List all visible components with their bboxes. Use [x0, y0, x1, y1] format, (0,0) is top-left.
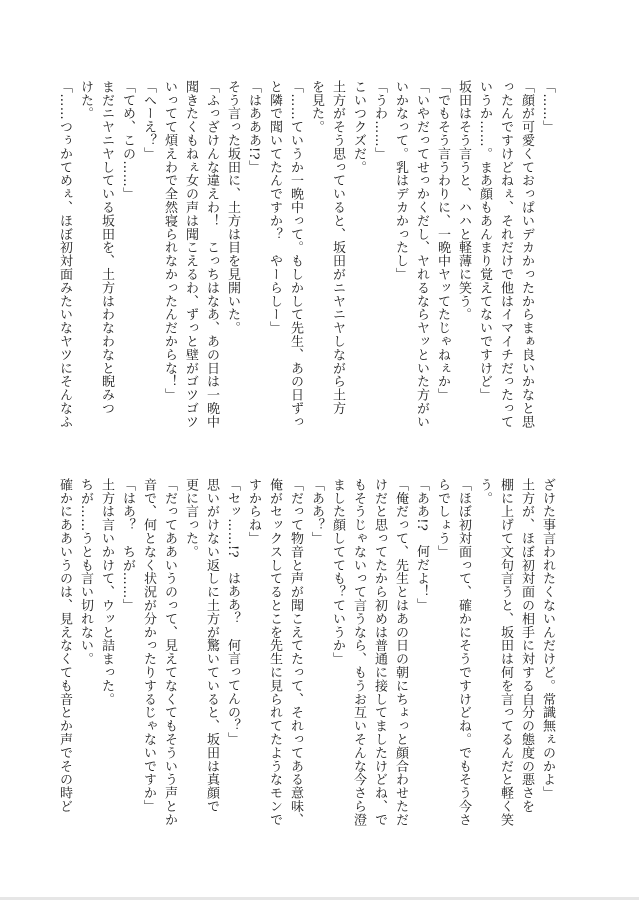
text-line: 棚に上げて文句言うと、坂田は何を言ってるんだと軽く笑	[498, 478, 513, 827]
text-line: もそうじゃないって言うなら、もうお互いそんな今さら澄	[351, 478, 366, 827]
text-line: けだと思ってたから初めは普通に接してましたけどね、で	[372, 478, 387, 827]
text-line: 「だってああいうのって、見えてなくてもそういう声とか	[162, 478, 177, 827]
text-line: 「俺だって、先生とはあの日の朝にちょっと顔合わせただ	[393, 478, 408, 827]
text-line: 俺がセックスしてるとこを先生に見られてたようなモンで	[267, 478, 282, 827]
text-line: 「でもそう言うわりに、一晩中ヤッてたじゃねぇか」	[435, 80, 450, 402]
text-line: 「ほぼ初対面って、確かにそうですけどね。でもそう今さ	[456, 478, 471, 827]
text-line: けた。	[78, 80, 93, 121]
text-line: 思いがけない返しに土方が驚いていると、坂田は真顔で	[204, 478, 219, 813]
text-line: ました顔してても？ていうか」	[330, 478, 345, 666]
text-line: 「いやだってせっかくだし、ヤれるならヤッといた方がい	[414, 80, 429, 429]
lower-text-block	[57, 478, 558, 856]
text-line: 「セッ……!? はああ？ 何言ってんの？」	[225, 478, 240, 746]
text-line: ざけた事言われたくないんだけど。常識無ぇのかよ」	[540, 478, 555, 800]
text-line: ったんですけどねぇ、それだけで他はイマイチだったって	[498, 80, 513, 429]
text-line: 「……ていうか一晩中って。もしかして先生、あの日ずっ	[288, 80, 303, 429]
text-line: 「だって物音と声が聞こえてたって、それってある意味、	[288, 478, 303, 827]
text-line: 「……つぅかてめぇ、ほぼ初対面みたいなヤツにそんなふ	[57, 80, 72, 429]
text-line: 土方がそう思っていると、坂田がニヤニヤしながら土方	[330, 80, 345, 415]
text-line: と隣で聞いてたんですか？ やーらしー」	[267, 80, 282, 335]
text-line: 「ああ？」	[309, 478, 324, 545]
text-line: ちが……うとも言い切れない。	[78, 478, 93, 666]
text-line: 「はあ？ ちが……」	[120, 478, 135, 612]
text-line: 坂田はそう言うと、ハハと軽薄に笑う。	[456, 80, 471, 322]
text-line: 更に言った。	[183, 478, 198, 559]
text-line: 土方が、ほぼ初対面の相手に対する自分の態度の悪さを	[519, 478, 534, 813]
text-line: らでしょう」	[435, 478, 450, 559]
text-line: 土方は言いかけて、ウッと詰まった。	[99, 478, 114, 706]
text-line: 確かにああいうのは、見えなくても音とか声でその時ど	[57, 478, 72, 813]
text-line: まだニヤニヤしている坂田を、土方はわなわなと睨みつ	[99, 80, 114, 415]
upper-text-block	[57, 80, 558, 458]
text-line: いうか……。まあ顔もあんまり覚えてないですけど」	[477, 80, 492, 402]
text-line: いかなって。乳はデカかったし」	[393, 80, 408, 281]
text-line: 「はあああ!?」	[246, 80, 261, 174]
text-line: いってて煩えわで全然寝られなかったんだからな！」	[162, 80, 177, 402]
text-line: を見た。	[309, 80, 324, 134]
text-line: 音で、何となく状況が分かったりするじゃないですか」	[141, 478, 156, 813]
text-line: 聞きたくもねぇ女の声は聞こえるわ、ずっと壁がゴツゴツ	[183, 80, 198, 429]
text-line: 「てめ、この……」	[120, 80, 135, 201]
text-line: こいつクズだ。	[351, 80, 366, 174]
text-line: 「へーえ？」	[141, 80, 156, 161]
text-line: 「……」	[540, 80, 555, 134]
text-line: 「うわ……」	[372, 80, 387, 161]
text-line: 「顔が可愛くておっぱいデカかったからまぁ良いかなと思	[519, 80, 534, 429]
text-line: う。	[477, 478, 492, 505]
text-line: 「ふっざけんな違えわ！ こっちはなあ、あの日は一晩中	[204, 80, 219, 429]
text-line: すからね」	[246, 478, 261, 545]
text-line: そう言った坂田に、土方は目を見開いた。	[225, 80, 240, 335]
text-line: 「ああ!? 何だよ！」	[414, 478, 429, 612]
